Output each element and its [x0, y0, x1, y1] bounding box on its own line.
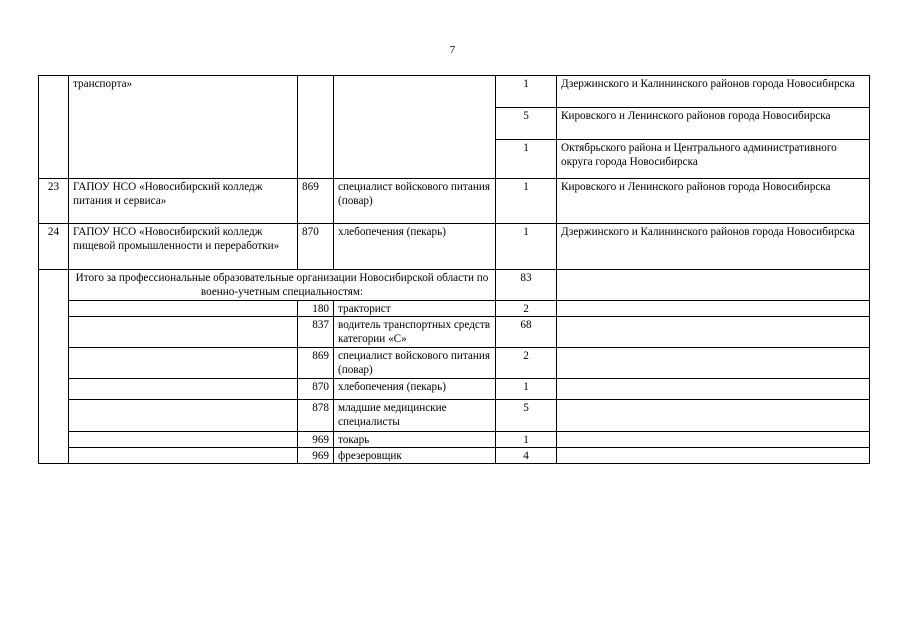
- qty-cell: 1: [496, 224, 557, 270]
- table-row: [39, 224, 870, 270]
- table-row: [39, 448, 870, 464]
- qty-cell: 1: [496, 432, 557, 448]
- qty-cell: 1: [496, 140, 557, 179]
- specialty-cell: младшие медицинские специалисты: [334, 400, 496, 432]
- code-cell: 969: [298, 448, 334, 464]
- num-cell: [39, 76, 69, 179]
- specialty-cell: специалист войскового питания (повар): [334, 179, 496, 224]
- table-row: [39, 179, 870, 224]
- table-row: [39, 76, 870, 108]
- qty-cell: 1: [496, 76, 557, 108]
- table-row: [39, 348, 870, 379]
- districts-cell: Дзержинского и Калининского районов города Новосибирска: [557, 76, 870, 108]
- qty-cell: 1: [496, 179, 557, 224]
- total-row: [39, 270, 870, 301]
- org-name-cell: [69, 317, 298, 348]
- qty-cell: 68: [496, 317, 557, 348]
- org-name-cell: [69, 400, 298, 432]
- org-name-cell: ГАПОУ НСО «Новосибирский колледж питания и сервиса»: [69, 179, 298, 224]
- table-row: [39, 400, 870, 432]
- code-cell: 180: [298, 301, 334, 317]
- org-name-cell: [69, 448, 298, 464]
- districts-cell: [557, 270, 870, 301]
- districts-cell: Октябрьского района и Центрального административного округа города Новосибирска: [557, 140, 870, 179]
- districts-cell: [557, 348, 870, 379]
- qty-cell: 2: [496, 301, 557, 317]
- specialty-cell: токарь: [334, 432, 496, 448]
- allocation-table: [38, 75, 870, 464]
- org-name-cell: [69, 379, 298, 400]
- qty-cell: 1: [496, 379, 557, 400]
- org-name-cell: ГАПОУ НСО «Новосибирский колледж пищевой промышленности и переработки»: [69, 224, 298, 270]
- table-row: [39, 379, 870, 400]
- org-name-cell: транспорта»: [69, 76, 298, 179]
- org-name-cell: [69, 432, 298, 448]
- page-number: 7: [449, 44, 456, 56]
- districts-cell: Кировского и Ленинского районов города Новосибирска: [557, 179, 870, 224]
- districts-cell: Кировского и Ленинского районов города Новосибирска: [557, 108, 870, 140]
- qty-cell: 5: [496, 108, 557, 140]
- table-row: [39, 301, 870, 317]
- qty-cell: 5: [496, 400, 557, 432]
- qty-cell: 2: [496, 348, 557, 379]
- specialty-cell: хлебопечения (пекарь): [334, 224, 496, 270]
- specialty-cell: специалист войскового питания (повар): [334, 348, 496, 379]
- total-label: Итого за профессиональные образовательные организации Новосибирской области по военно-учетным специальностям:: [69, 270, 496, 301]
- districts-cell: [557, 317, 870, 348]
- specialty-cell: [334, 76, 496, 179]
- districts-cell: Дзержинского и Калининского районов города Новосибирска: [557, 224, 870, 270]
- districts-cell: [557, 379, 870, 400]
- districts-cell: [557, 448, 870, 464]
- code-cell: 869: [298, 348, 334, 379]
- code-cell: [298, 76, 334, 179]
- org-name-cell: [69, 348, 298, 379]
- table-row: [39, 317, 870, 348]
- districts-cell: [557, 432, 870, 448]
- qty-cell: 4: [496, 448, 557, 464]
- table-row: [39, 432, 870, 448]
- total-qty: 83: [496, 270, 557, 301]
- specialty-cell: тракторист: [334, 301, 496, 317]
- num-cell: 23: [39, 179, 69, 224]
- code-cell: 878: [298, 400, 334, 432]
- code-cell: 870: [298, 224, 334, 270]
- code-cell: 870: [298, 379, 334, 400]
- code-cell: 969: [298, 432, 334, 448]
- districts-cell: [557, 301, 870, 317]
- org-name-cell: [69, 301, 298, 317]
- code-cell: 869: [298, 179, 334, 224]
- num-cell: [39, 270, 69, 464]
- specialty-cell: водитель транспортных средств категории «С»: [334, 317, 496, 348]
- code-cell: 837: [298, 317, 334, 348]
- num-cell: 24: [39, 224, 69, 270]
- specialty-cell: хлебопечения (пекарь): [334, 379, 496, 400]
- districts-cell: [557, 400, 870, 432]
- specialty-cell: фрезеровщик: [334, 448, 496, 464]
